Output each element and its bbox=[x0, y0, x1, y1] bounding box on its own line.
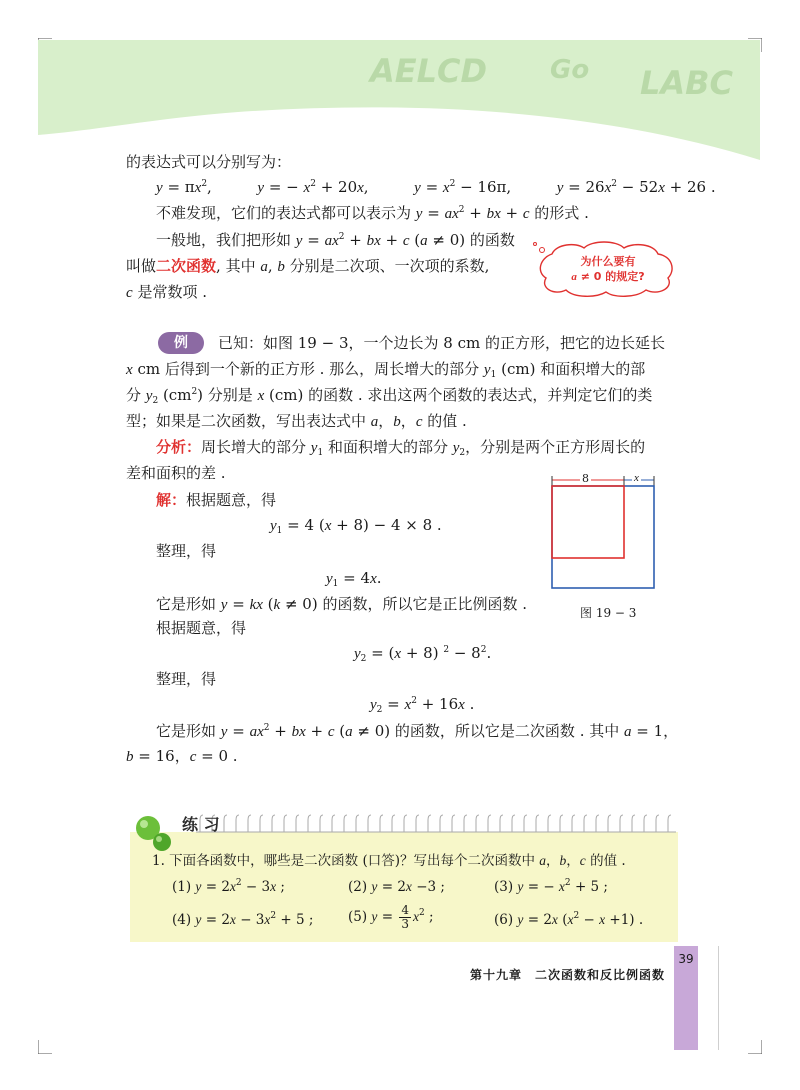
ruler-tick bbox=[332, 815, 335, 832]
header-deco-text-3: LABC bbox=[640, 64, 734, 102]
intro-line-6: c 是常数项 . bbox=[126, 283, 207, 301]
practice-item-5: (5) y = $\frac{4}{3}$ $x^2$ ; bbox=[348, 903, 434, 931]
intro-line-4: 一般地，我们把形如 $y = ax^2$ + bx + c (a ≠ 0) 的函数 bbox=[156, 231, 515, 249]
inner-square bbox=[552, 486, 624, 558]
ruler-tick bbox=[452, 815, 455, 832]
practice-item-6: (6) y = 2x $(x^2 - x +1)$ . bbox=[494, 911, 644, 928]
practice-ruler-decoration bbox=[196, 810, 676, 834]
solution-line-7: 它是形如 $y = ax^2$ + bx + c (a ≠ 0) 的函数，所以它是二次函数 . 其中 a = 1， bbox=[156, 722, 679, 740]
solution-line-1: 解：根据题意，得 bbox=[156, 491, 277, 509]
chapter-footer: 第十九章 二次函数和反比例函数 bbox=[470, 968, 666, 982]
ruler-tick bbox=[272, 815, 275, 832]
figure-label-8: 8 bbox=[582, 472, 589, 485]
solution-line-4: 根据题意，得 bbox=[156, 619, 247, 637]
solution-line-3: 它是形如 y = kx (k ≠ 0) 的函数，所以它是正比例函数 . bbox=[156, 595, 527, 613]
intro-expressions: $y = \pi x^2$, y = − $x^2 + 20x$, $y = x^2 - 16\pi$, $y = 26x^2 - 52x + 26$ . bbox=[156, 178, 716, 196]
ruler-tick bbox=[344, 815, 347, 832]
ruler-tick bbox=[668, 815, 671, 832]
ruler-tick bbox=[596, 815, 599, 832]
ruler-tick bbox=[524, 815, 527, 832]
intro-line-5: 叫做二次函数, 其中 a, b 分别是二次项、一次项的系数, bbox=[126, 257, 490, 275]
example-line-1: 已知：如图 19 − 3，一个边长为 8 cm 的正方形，把它的边长延长 bbox=[218, 334, 665, 352]
fraction-4-3: $\frac{4}{3}$ bbox=[401, 903, 409, 931]
pin-icon bbox=[128, 810, 180, 856]
equation-1: $y_1 = 4$ (x + 8) − 4 × 8 . bbox=[270, 516, 442, 536]
thought-bubble-text: 为什么要有 a ≠ 0 的规定? bbox=[571, 255, 645, 283]
practice-item-4: (4) $y = 2x - 3x^2 + 5$ ; bbox=[172, 911, 314, 928]
ruler-tick bbox=[620, 815, 623, 832]
ruler-tick bbox=[656, 815, 659, 832]
ruler-tick bbox=[560, 815, 563, 832]
crop-mark-bottom-right bbox=[748, 1040, 762, 1054]
ruler-tick bbox=[608, 815, 611, 832]
ruler-tick bbox=[428, 815, 431, 832]
ruler-tick bbox=[356, 815, 359, 832]
ruler-tick bbox=[632, 815, 635, 832]
ruler-tick bbox=[392, 815, 395, 832]
practice-question-1: 1. 下面各函数中，哪些是二次函数 (口答)？写出每个二次函数中 a，b，c 的值 . bbox=[152, 853, 626, 869]
figure-label-x: x bbox=[634, 472, 639, 484]
ruler-tick bbox=[236, 815, 239, 832]
header-deco-text-1: AELCD bbox=[370, 52, 488, 90]
term-quadratic-function: 二次函数 bbox=[156, 257, 217, 275]
ruler-tick bbox=[500, 815, 503, 832]
figure-19-3 bbox=[548, 474, 660, 594]
practice-item-3: (3) y = − $x^2 + 5$ ; bbox=[494, 878, 608, 895]
ruler-tick bbox=[488, 815, 491, 832]
ruler-tick bbox=[644, 815, 647, 832]
ruler-tick bbox=[296, 815, 299, 832]
ruler-tick bbox=[284, 815, 287, 832]
header-deco-text-2: Go bbox=[550, 55, 590, 85]
crop-mark-bottom-left bbox=[38, 1040, 52, 1054]
practice-item-2: (2) y = 2x −3 ; bbox=[348, 879, 445, 895]
example-line-4: 型；如果是二次函数，写出表达式中 a，b，c 的值 . bbox=[126, 412, 467, 430]
ruler-tick bbox=[308, 815, 311, 832]
ruler-tick bbox=[464, 815, 467, 832]
analysis-line-1: 分析：周长增大的部分 $y_1$ 和面积增大的部分 $y_2$，分别是两个正方形周长的 bbox=[156, 438, 646, 458]
practice-title: 练 习 bbox=[182, 815, 220, 834]
outer-square bbox=[552, 486, 654, 588]
ruler-tick bbox=[224, 815, 227, 832]
intro-line-1: 的表达式可以分别写为： bbox=[126, 153, 292, 171]
solution-line-8: b = 16，c = 0 . bbox=[126, 747, 238, 765]
example-badge: 例 bbox=[158, 332, 204, 354]
page-edge-line bbox=[718, 946, 719, 1050]
ruler-tick bbox=[440, 815, 443, 832]
page-number: 39 bbox=[678, 952, 694, 966]
example-line-2: x cm 后得到一个新的正方形 . 那么，周长增大的部分 $y_1$ (cm) 和面积增大的部 bbox=[126, 360, 646, 380]
tidy-line-1: 整理，得 bbox=[156, 542, 217, 560]
practice-item-1: (1) $y = 2x^2 - 3x$ ; bbox=[172, 878, 285, 895]
ruler-tick bbox=[380, 815, 383, 832]
analysis-line-2: 差和面积的差 . bbox=[126, 464, 226, 482]
ruler-tick bbox=[248, 815, 251, 832]
equation-3: $y_2 = (x + 8) ^2 - 8^2$. bbox=[354, 644, 492, 664]
ruler-tick bbox=[536, 815, 539, 832]
example-line-3: 分 $y_2$ $(cm^2)$ 分别是 x (cm) 的函数 . 求出这两个函数的表达式，并判定它们的类 bbox=[126, 386, 653, 406]
ruler-tick bbox=[548, 815, 551, 832]
ruler-tick bbox=[476, 815, 479, 832]
tidy-line-2: 整理，得 bbox=[156, 670, 217, 688]
ruler-tick bbox=[368, 815, 371, 832]
ruler-tick bbox=[260, 815, 263, 832]
ruler-tick bbox=[416, 815, 419, 832]
ruler-tick bbox=[404, 815, 407, 832]
ruler-tick bbox=[584, 815, 587, 832]
intro-line-3: 不难发现，它们的表达式都可以表示为 $y = ax^2$ + bx + c 的形式 . bbox=[156, 204, 589, 222]
figure-caption: 图 19 − 3 bbox=[580, 606, 637, 620]
ruler-tick bbox=[320, 815, 323, 832]
equation-4: $y_2 = x^2 + 16x$ . bbox=[370, 695, 475, 715]
equation-2: $y_1 = 4x$. bbox=[326, 569, 382, 589]
ruler-tick bbox=[512, 815, 515, 832]
ruler-tick bbox=[572, 815, 575, 832]
